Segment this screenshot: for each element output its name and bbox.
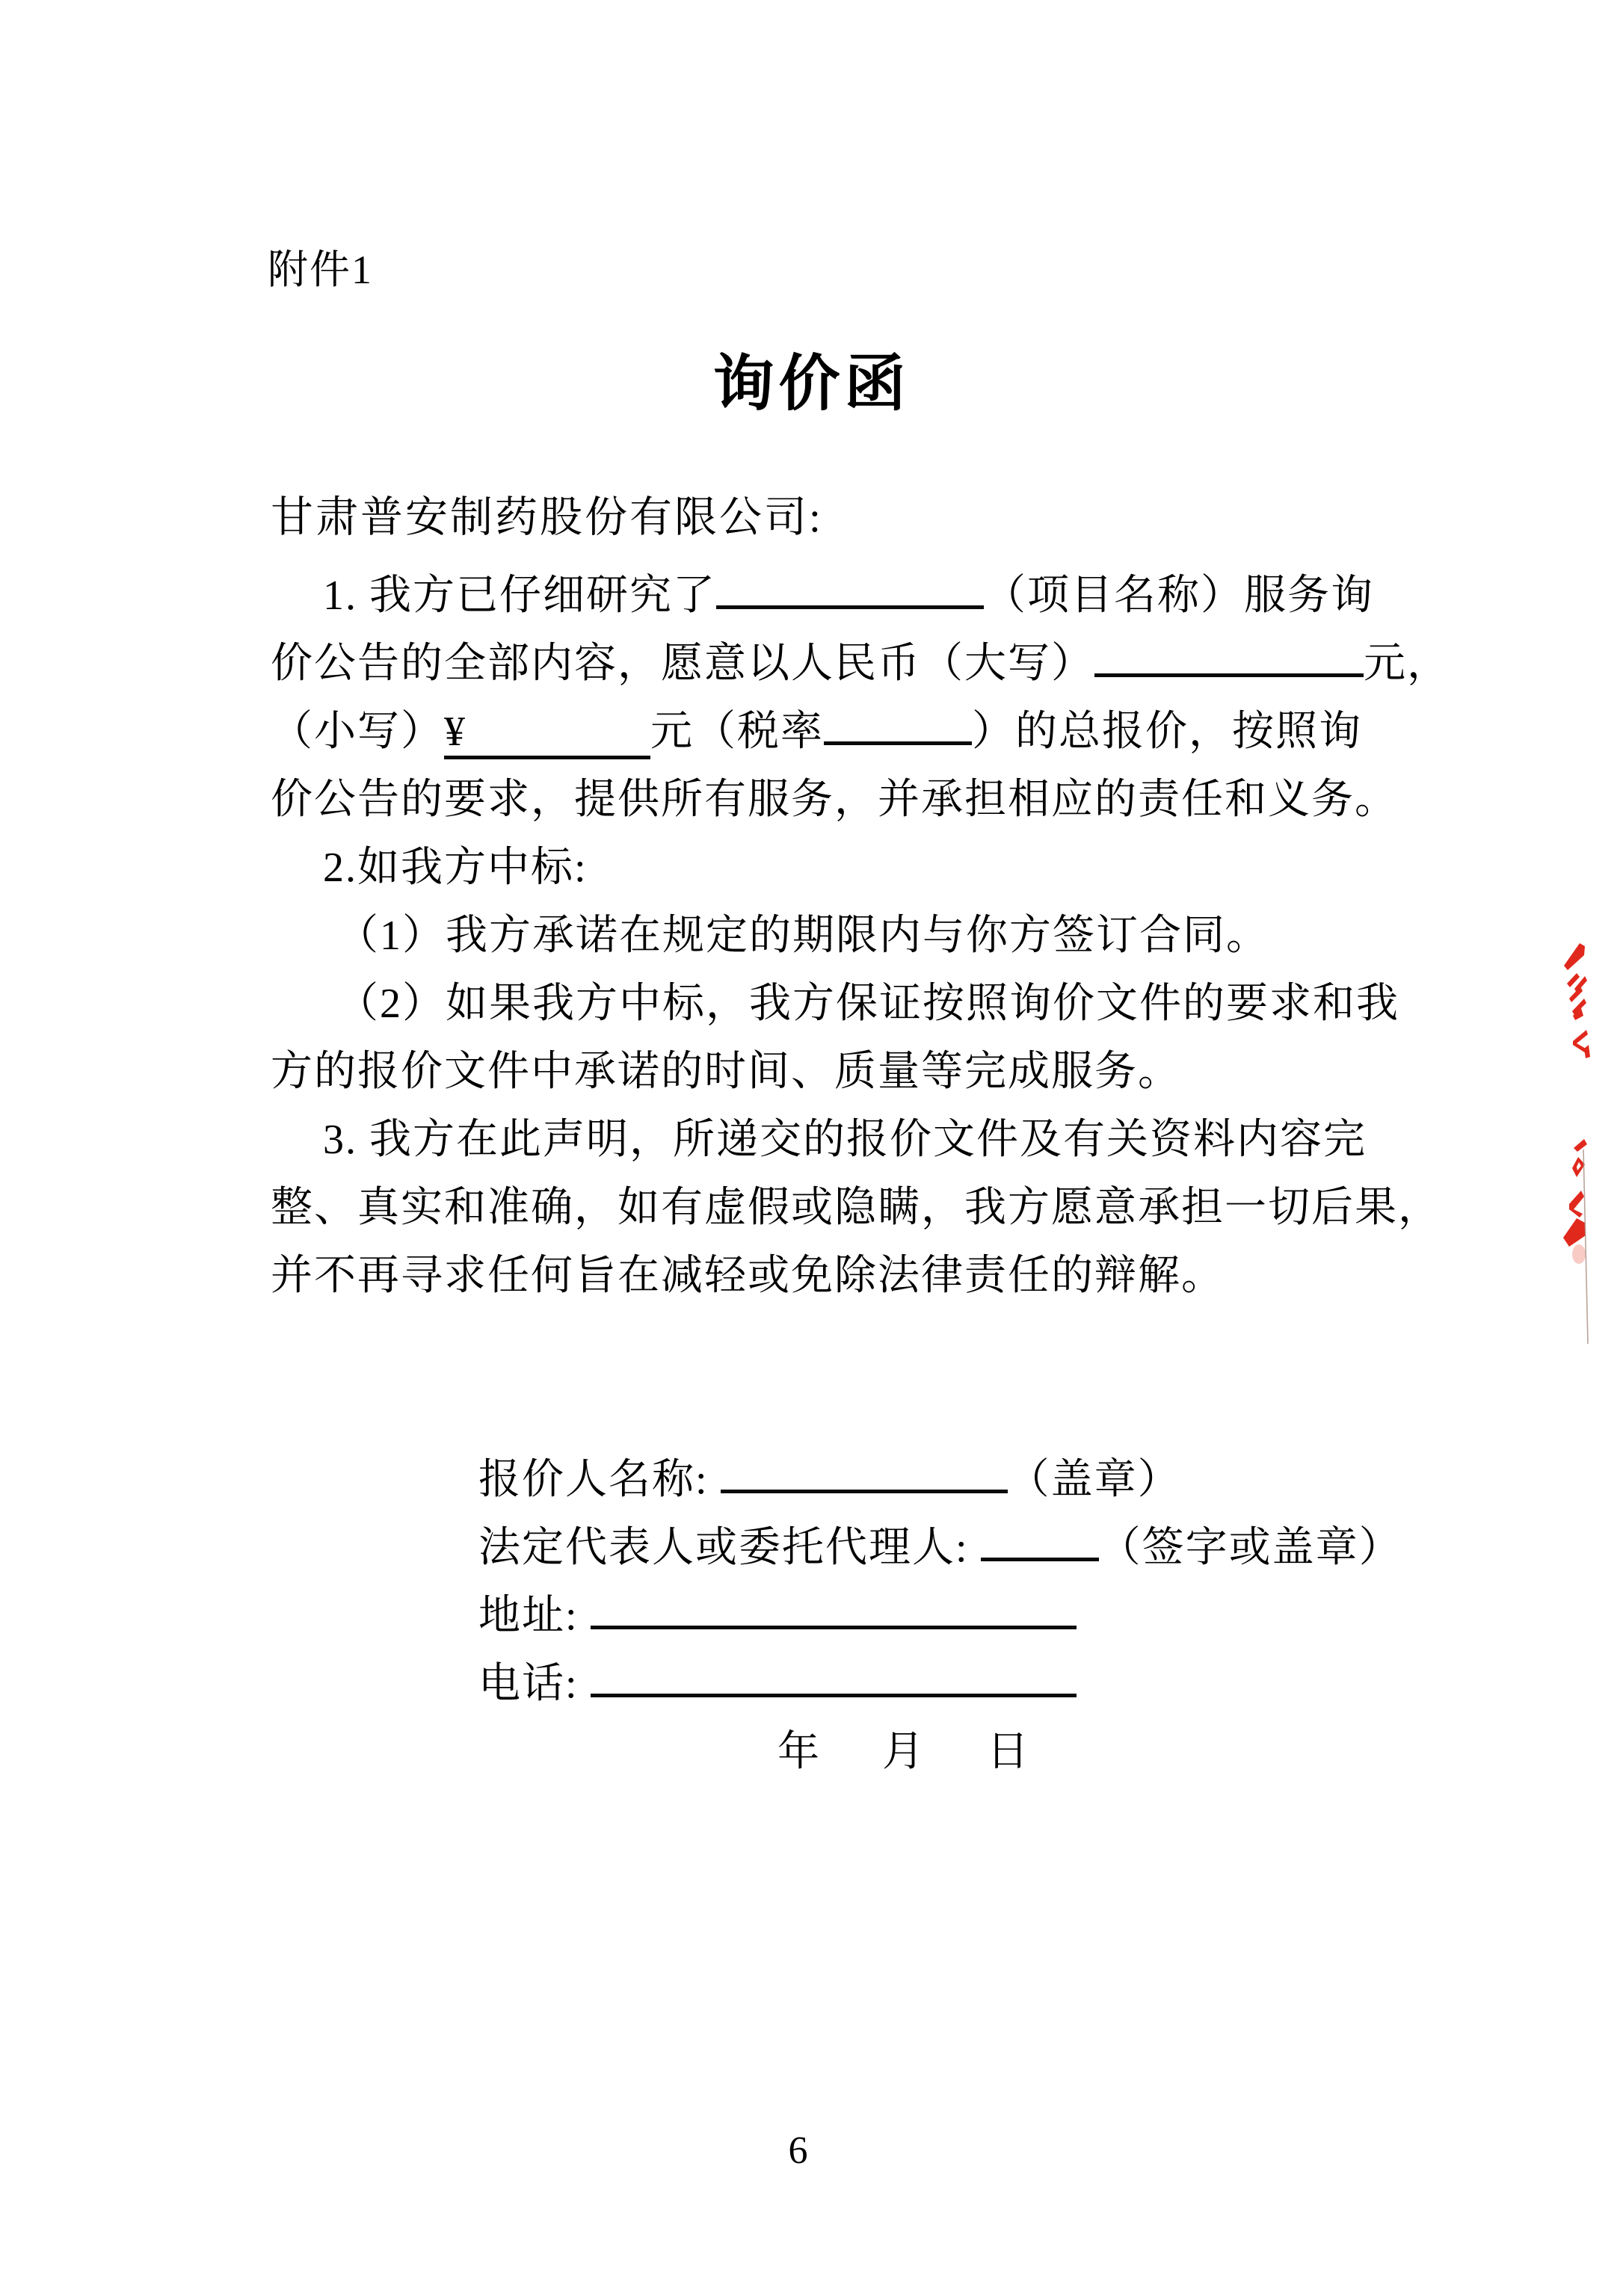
date-day-label: 日	[987, 1729, 1029, 1775]
date-month-label: 月	[882, 1729, 924, 1775]
blank-address	[591, 1617, 1077, 1629]
text-segment: 元（税率	[650, 709, 824, 755]
date-line	[478, 1718, 1402, 1786]
text-segment: （项目名称）服务询	[984, 573, 1374, 619]
attachment-label: 附件1	[268, 247, 373, 292]
para3-line1: 3. 我方在此声明，所递交的报价文件及有关资料内容完	[323, 1117, 1367, 1163]
legal-rep-line	[478, 1514, 1402, 1582]
blank-bidder-name	[721, 1481, 1008, 1493]
para1-line4: 价公告的要求，提供所有服务，并承担相应的责任和义务。	[271, 777, 1398, 823]
para2-item2-line1: （2）如果我方中标，我方保证按照询价文件的要求和我	[336, 981, 1399, 1027]
para3-line2: 整、真实和准确，如有虚假或隐瞒，我方愿意承担一切后果，	[271, 1185, 1441, 1231]
para2-item1: （1）我方承诺在规定的期限内与你方签订合同。	[336, 913, 1269, 959]
page-number: 6	[788, 2129, 808, 2172]
blank-legal-rep	[981, 1549, 1099, 1561]
document-title: 询价函	[712, 350, 911, 418]
date-year-label: 年	[777, 1729, 819, 1775]
address-label: 地址:	[478, 1593, 579, 1639]
para1-line1	[271, 562, 1414, 630]
para1-line3	[271, 698, 1414, 766]
para2-heading: 2.如我方中标:	[323, 845, 588, 891]
body-text	[271, 562, 1450, 1310]
text-segment: 元，	[1364, 641, 1450, 687]
blank-amount-words	[1094, 664, 1364, 677]
phone-line	[478, 1650, 1402, 1718]
red-seal-fragment	[1554, 927, 1623, 1420]
bidder-name-label: 报价人名称:	[478, 1457, 709, 1503]
legal-rep-label: 法定代表人或委托代理人:	[478, 1525, 969, 1571]
salutation: 甘肃普安制药股份有限公司:	[271, 494, 823, 541]
para3-line3: 并不再寻求任何旨在减轻或免除法律责任的辩解。	[271, 1253, 1225, 1299]
text-segment: （小写）	[271, 709, 444, 755]
para2-item2-line2: 方的报价文件中承诺的时间、质量等完成服务。	[271, 1049, 1181, 1095]
blank-amount-figures-space	[466, 736, 650, 745]
stamp-fragment-top	[1564, 943, 1590, 1058]
bidder-name-line	[478, 1446, 1402, 1514]
blank-project-name	[716, 596, 984, 609]
crease-line	[1583, 1149, 1588, 1344]
blank-phone	[591, 1685, 1077, 1697]
yen-sign: ¥	[444, 709, 466, 755]
text-segment: 1. 我方已仔细研究了	[323, 573, 716, 619]
seal-note: （盖章）	[1007, 1457, 1181, 1503]
text-segment: ）的总报价，按照询	[972, 709, 1362, 755]
sign-or-seal-note: （签字或盖章）	[1098, 1525, 1402, 1571]
blank-amount-figures	[444, 708, 650, 759]
phone-label: 电话:	[478, 1661, 579, 1707]
address-line	[478, 1582, 1402, 1650]
text-segment: 价公告的全部内容，愿意以人民币（大写）	[271, 641, 1094, 687]
para1-line2	[271, 630, 1450, 698]
signature-block	[478, 1446, 1402, 1786]
blank-tax-rate	[824, 732, 972, 745]
